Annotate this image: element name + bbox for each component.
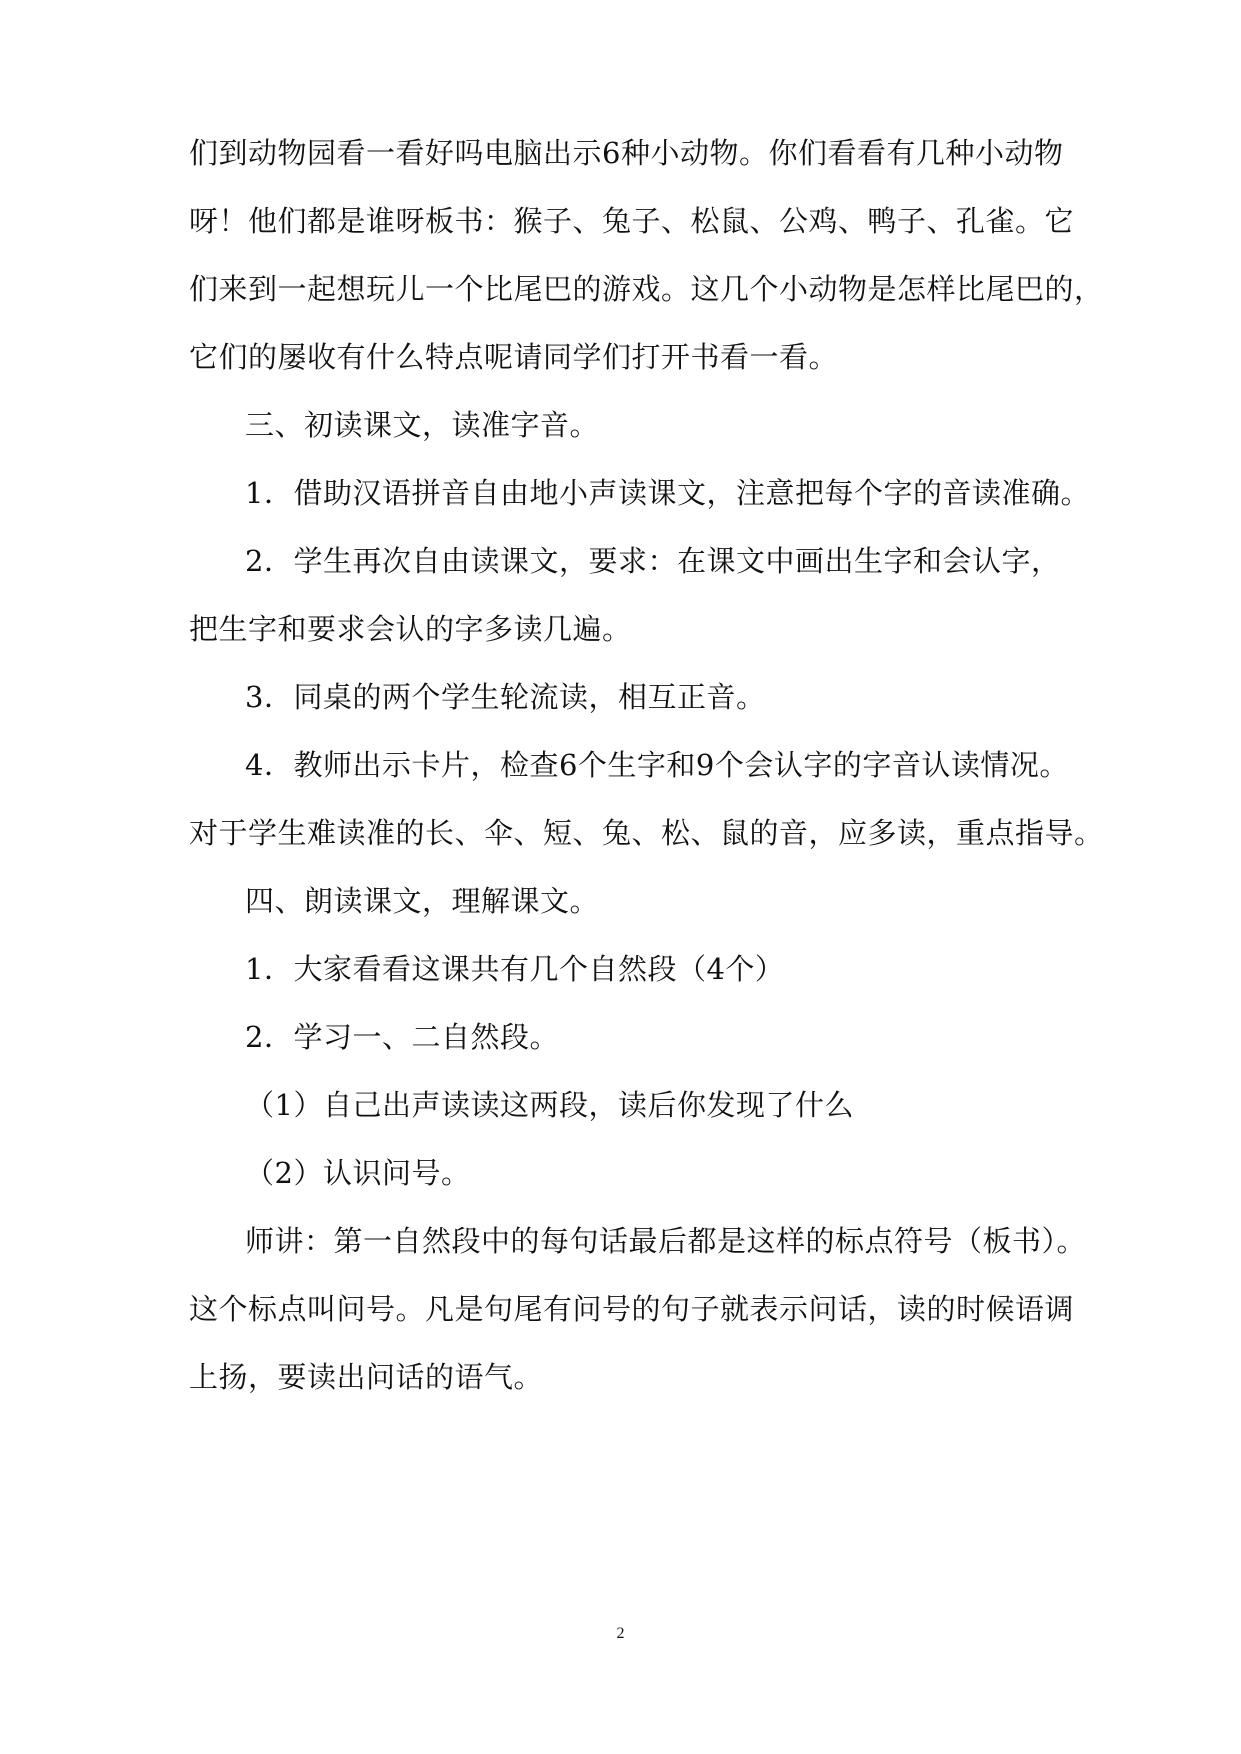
text-line: 们到动物园看一看好吗电脑出示6种小动物。你们看看有几种小动物 bbox=[189, 136, 1064, 170]
text-line: 师讲：第一自然段中的每句话最后都是这样的标点符号（板书）。 bbox=[245, 1224, 1087, 1258]
list-item: 2．学生再次自由读课文，要求：在课文中画出生字和会认字， bbox=[245, 544, 1061, 578]
text-line: 对于学生难读准的长、伞、短、兔、松、鼠的音，应多读，重点指导。 bbox=[189, 816, 1104, 850]
sub-list-item: （2）认识问号。 bbox=[245, 1156, 471, 1190]
text-line: 这个标点叫问号。凡是句尾有问号的句子就表示问话，读的时候语调 bbox=[189, 1292, 1075, 1326]
list-item: 1．借助汉语拼音自由地小声读课文，注意把每个字的音读准确。 bbox=[245, 476, 1090, 510]
list-item: 1．大家看看这课共有几个自然段（4个） bbox=[245, 952, 785, 986]
list-item: 2．学习一、二自然段。 bbox=[245, 1020, 559, 1054]
text-line: 们来到一起想玩儿一个比尾巴的游戏。这几个小动物是怎样比尾巴的， bbox=[189, 272, 1104, 306]
text-line: 它们的屡收有什么特点呢请同学们打开书看一看。 bbox=[189, 340, 839, 374]
list-item: 4．教师出示卡片，检查6个生字和9个会认字的字音认读情况。 bbox=[245, 748, 1069, 782]
text-line: 上扬，要读出问话的语气。 bbox=[189, 1360, 544, 1394]
section-heading: 三、初读课文，读准字音。 bbox=[245, 408, 600, 442]
sub-list-item: （1）自己出声读读这两段，读后你发现了什么 bbox=[245, 1088, 854, 1122]
section-heading: 四、朗读课文，理解课文。 bbox=[245, 884, 600, 918]
text-line: 呀！他们都是谁呀板书：猴子、兔子、松鼠、公鸡、鸭子、孔雀。它 bbox=[189, 204, 1075, 238]
text-line: 把生字和要求会认的字多读几遍。 bbox=[189, 612, 632, 646]
page-number: 2 bbox=[616, 1625, 625, 1642]
list-item: 3．同桌的两个学生轮流读，相互正音。 bbox=[245, 680, 766, 714]
